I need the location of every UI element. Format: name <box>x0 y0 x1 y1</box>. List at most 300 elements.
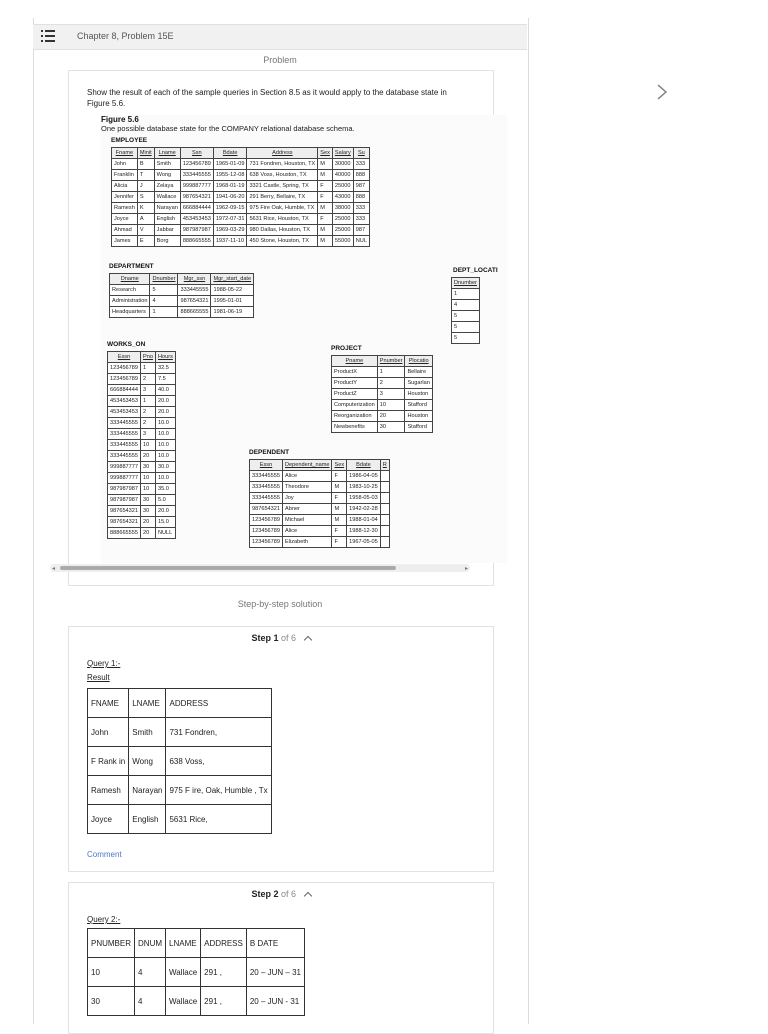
table-cell: 2 <box>377 378 405 389</box>
problem-section-label: Problem <box>263 55 297 65</box>
table-cell: E <box>137 236 154 247</box>
step-label: Step <box>251 633 271 643</box>
table-cell: 123456789 <box>250 526 283 537</box>
table-row <box>108 418 176 429</box>
table-cell: 333445555 <box>250 471 283 482</box>
table-row <box>88 776 272 805</box>
table-cell: 975 Fire Oak, Humble, TX <box>247 203 318 214</box>
table-cell: Houston <box>405 389 432 400</box>
table-cell: 1958-05-03 <box>347 493 381 504</box>
column-header: Pname <box>332 356 378 367</box>
table-cell: 1 <box>452 289 480 300</box>
table-row <box>108 363 176 374</box>
table-cell: 30 <box>141 506 156 517</box>
table-cell: Zelaya <box>154 181 180 192</box>
table-cell: A <box>137 214 154 225</box>
table-cell: 7.5 <box>155 374 175 385</box>
table-row <box>112 159 370 170</box>
table-cell: 20 <box>377 411 405 422</box>
table-cell: 888665555 <box>108 528 141 539</box>
table-row <box>112 192 370 203</box>
table-cell: Wallace <box>154 192 180 203</box>
column-header: Hours <box>155 352 175 363</box>
table-cell: 1 <box>141 363 156 374</box>
table-cell: 1955-12-08 <box>213 170 247 181</box>
table-row <box>112 170 370 181</box>
table-row <box>108 440 176 451</box>
table-cell: M <box>318 203 333 214</box>
table-cell: 333445555 <box>108 451 141 462</box>
table-cell: 123456789 <box>250 515 283 526</box>
column-header: ADDRESS <box>166 689 271 718</box>
column-header: Bdate <box>213 148 247 159</box>
table-cell <box>380 515 389 526</box>
table-cell: 20 <box>141 451 156 462</box>
table-cell: M <box>318 170 333 181</box>
table-cell: 1995-01-01 <box>211 296 254 307</box>
dependent-table <box>249 459 390 548</box>
table-cell: K <box>137 203 154 214</box>
table-cell: 10.0 <box>155 429 175 440</box>
column-header: ADDRESS <box>201 929 247 958</box>
step-number: 2 <box>273 889 279 899</box>
table-cell: Administration <box>110 296 150 307</box>
table-cell: 123456789 <box>108 374 141 385</box>
table-cell: Theodore <box>283 482 332 493</box>
table-cell: 987654321 <box>180 192 213 203</box>
table-cell: 333 <box>353 159 369 170</box>
table-cell: 32.5 <box>155 363 175 374</box>
table-row <box>452 289 480 300</box>
solution-section-label: Step-by-step solution <box>237 599 323 609</box>
table-cell: 987987987 <box>180 225 213 236</box>
table-row <box>88 805 272 834</box>
step-label: Step <box>251 889 271 899</box>
table-cell: Bellaire <box>405 367 432 378</box>
column-header: Dnumber <box>150 274 178 285</box>
table-cell: T <box>137 170 154 181</box>
table-cell: M <box>332 515 347 526</box>
table-cell: 25000 <box>332 181 353 192</box>
column-header: R <box>380 460 389 471</box>
dependent-table-name: DEPENDENT <box>249 449 290 456</box>
table-cell: 1969-03-29 <box>213 225 247 236</box>
works-on-table <box>107 351 176 539</box>
table-cell: 333445555 <box>250 493 283 504</box>
column-header: Bdate <box>347 460 381 471</box>
column-header: Salary <box>332 148 353 159</box>
table-cell: English <box>129 805 166 834</box>
table-row <box>110 296 254 307</box>
table-cell: M <box>318 236 333 247</box>
table-cell <box>380 482 389 493</box>
table-cell: 40000 <box>332 170 353 181</box>
table-cell: 4 <box>135 987 166 1016</box>
table-row <box>108 396 176 407</box>
table-cell: NUL <box>353 236 369 247</box>
column-header: B DATE <box>246 929 304 958</box>
table-cell: 5 <box>452 322 480 333</box>
table-row <box>250 504 390 515</box>
table-cell: 987 <box>353 181 369 192</box>
table-cell: 30 <box>141 462 156 473</box>
table-cell: F <box>318 214 333 225</box>
table-cell: Wong <box>129 747 166 776</box>
table-cell: 43000 <box>332 192 353 203</box>
step-1-card <box>68 626 494 872</box>
table-cell: 30000 <box>332 159 353 170</box>
table-cell: F <box>318 181 333 192</box>
table-cell: 333445555 <box>108 418 141 429</box>
table-cell: 1968-01-19 <box>213 181 247 192</box>
table-cell: Alice <box>283 471 332 482</box>
table-cell: 5631 Rice, <box>166 805 271 834</box>
table-cell: F <box>332 526 347 537</box>
table-cell: NULL <box>155 528 175 539</box>
table-cell: F <box>318 192 333 203</box>
column-header: Address <box>247 148 318 159</box>
table-cell: 291 Berry, Bellaire, TX <box>247 192 318 203</box>
table-cell: M <box>332 482 347 493</box>
table-row <box>108 517 176 528</box>
table-cell: 333445555 <box>108 440 141 451</box>
table-cell: Abner <box>283 504 332 515</box>
table-row <box>88 718 272 747</box>
table-cell: 1986-04-05 <box>347 471 381 482</box>
column-header: Minit <box>137 148 154 159</box>
table-cell: 25000 <box>332 214 353 225</box>
table-cell: 4 <box>135 958 166 987</box>
table-cell: 20 <box>141 517 156 528</box>
problem-statement: Show the result of each of the sample queries in Section 8.5 as it would apply to the database state in Figure 5.6. <box>87 88 447 108</box>
table-row <box>108 484 176 495</box>
table-cell: ProductZ <box>332 389 378 400</box>
table-cell: 10.0 <box>155 473 175 484</box>
table-cell: M <box>332 504 347 515</box>
table-cell: S <box>137 192 154 203</box>
table-cell: 10 <box>141 440 156 451</box>
table-cell: Stafford <box>405 422 432 433</box>
table-cell: Headquarters <box>110 307 150 318</box>
column-header: Fname <box>112 148 138 159</box>
table-cell: M <box>318 159 333 170</box>
table-cell: B <box>137 159 154 170</box>
table-cell: Smith <box>129 718 166 747</box>
table-cell <box>380 493 389 504</box>
table-row <box>110 307 254 318</box>
chevron-up-icon[interactable] <box>303 892 311 900</box>
table-cell: 987 <box>353 225 369 236</box>
query-1-label: Query 1:- <box>87 659 121 668</box>
table-cell: 20.0 <box>155 396 175 407</box>
table-row <box>332 389 433 400</box>
table-header-row <box>88 689 272 718</box>
table-row <box>332 422 433 433</box>
table-row <box>250 482 390 493</box>
table-row <box>250 537 390 548</box>
table-cell: Alice <box>283 526 332 537</box>
column-header: Essn <box>250 460 283 471</box>
table-cell: Sugarlan <box>405 378 432 389</box>
table-cell: Ramesh <box>88 776 129 805</box>
column-header: FNAME <box>88 689 129 718</box>
table-cell: 888665555 <box>178 307 211 318</box>
table-cell: 1972-07-31 <box>213 214 247 225</box>
works-on-table-name: WORKS_ON <box>107 341 146 348</box>
column-header: Dname <box>110 274 150 285</box>
table-cell: 980 Dallas, Houston, TX <box>247 225 318 236</box>
table-cell <box>380 526 389 537</box>
chapter-header-bar <box>33 24 527 50</box>
table-cell: Joyce <box>88 805 129 834</box>
table-cell: 1942-02-28 <box>347 504 381 515</box>
table-row <box>112 214 370 225</box>
table-cell: 1967-05-05 <box>347 537 381 548</box>
table-cell: 888665555 <box>180 236 213 247</box>
dept-locations-table-name: DEPT_LOCATI <box>453 267 498 274</box>
figure-title: Figure 5.6 <box>101 115 139 124</box>
column-header: Plocatio <box>405 356 432 367</box>
table-cell: 20 – JUN - 31 <box>246 987 304 1016</box>
table-cell: 5.0 <box>155 495 175 506</box>
chevron-right-icon[interactable] <box>652 82 672 102</box>
table-cell: 291 , <box>201 958 247 987</box>
table-cell: 38000 <box>332 203 353 214</box>
table-row <box>108 462 176 473</box>
table-cell: 666884444 <box>108 385 141 396</box>
table-cell: F <box>332 471 347 482</box>
query-2-label: Query 2:- <box>87 915 121 924</box>
column-header: Dependent_name <box>283 460 332 471</box>
table-cell: 20.0 <box>155 506 175 517</box>
table-row <box>250 526 390 537</box>
table-cell: 987987987 <box>108 484 141 495</box>
table-header-row <box>108 352 176 363</box>
table-cell: 1983-10-25 <box>347 482 381 493</box>
table-cell: Ramesh <box>112 203 138 214</box>
chapter-title: Chapter 8, Problem 15E <box>77 31 174 41</box>
employee-table-name: EMPLOYEE <box>111 137 148 144</box>
table-cell: 4 <box>452 300 480 311</box>
table-cell: 123456789 <box>108 363 141 374</box>
table-cell: Franklin <box>112 170 138 181</box>
table-row <box>108 451 176 462</box>
table-cell: 666884444 <box>180 203 213 214</box>
table-cell: 5631 Rice, Houston, TX <box>247 214 318 225</box>
table-cell: 20.0 <box>155 407 175 418</box>
table-cell: 1941-06-20 <box>213 192 247 203</box>
table-cell: F Rank in <box>88 747 129 776</box>
table-row <box>332 367 433 378</box>
step-2-header[interactable] <box>69 889 493 899</box>
column-header: LNAME <box>166 929 201 958</box>
table-row <box>250 471 390 482</box>
table-cell: Smith <box>154 159 180 170</box>
figure-scan <box>101 115 507 563</box>
figure-caption: One possible database state for the COMPANY relational database schema. <box>101 124 355 133</box>
table-cell: F <box>332 493 347 504</box>
table-cell <box>380 504 389 515</box>
horizontal-scrollbar[interactable] <box>50 564 470 572</box>
table-row <box>108 528 176 539</box>
table-cell: Joy <box>283 493 332 504</box>
table-cell: 15.0 <box>155 517 175 528</box>
column-header: Pnumber <box>377 356 405 367</box>
table-cell: 333 <box>353 203 369 214</box>
column-header: DNUM <box>135 929 166 958</box>
table-cell: 30 <box>141 495 156 506</box>
table-cell: Wallace <box>166 958 201 987</box>
table-cell: Narayan <box>154 203 180 214</box>
table-cell: Research <box>110 285 150 296</box>
project-table-name: PROJECT <box>331 345 362 352</box>
table-row <box>332 378 433 389</box>
table-cell: Newbenefits <box>332 422 378 433</box>
table-row <box>108 429 176 440</box>
table-row <box>108 473 176 484</box>
table-cell: 987654321 <box>178 296 211 307</box>
table-cell: 2 <box>141 407 156 418</box>
table-cell: 999887777 <box>180 181 213 192</box>
table-cell: 453453453 <box>108 407 141 418</box>
table-cell: J <box>137 181 154 192</box>
step-count: of 6 <box>281 633 297 643</box>
table-cell: 2 <box>141 418 156 429</box>
table-cell: M <box>318 225 333 236</box>
table-cell: 1965-01-09 <box>213 159 247 170</box>
table-cell: 10 <box>88 958 135 987</box>
table-row <box>452 300 480 311</box>
table-cell: 1937-11-10 <box>213 236 247 247</box>
table-row <box>88 747 272 776</box>
table-cell: 20 <box>141 528 156 539</box>
step-2-card <box>68 882 494 1034</box>
table-cell: Stafford <box>405 400 432 411</box>
table-row <box>108 506 176 517</box>
step-number: 1 <box>273 633 279 643</box>
table-cell: Wong <box>154 170 180 181</box>
table-row <box>452 322 480 333</box>
column-header: Dnumber <box>452 278 480 289</box>
query-2-result-table <box>87 928 305 1016</box>
table-header-row <box>88 929 305 958</box>
table-cell: 1988-12-30 <box>347 526 381 537</box>
step-1-header[interactable] <box>69 633 493 643</box>
table-cell: 3 <box>141 429 156 440</box>
table-cell: 20 – JUN – 31 <box>246 958 304 987</box>
table-cell: 453453453 <box>108 396 141 407</box>
table-row <box>332 400 433 411</box>
table-row <box>108 385 176 396</box>
comment-link[interactable]: Comment <box>87 850 122 859</box>
project-table <box>331 355 433 433</box>
table-cell: Michael <box>283 515 332 526</box>
column-header: Sex <box>332 460 347 471</box>
table-cell: 3 <box>377 389 405 400</box>
table-cell: 1 <box>150 307 178 318</box>
table-cell: 1 <box>141 396 156 407</box>
table-cell: Wallace <box>166 987 201 1016</box>
table-row <box>108 495 176 506</box>
column-header: LNAME <box>129 689 166 718</box>
table-cell: 987987987 <box>108 495 141 506</box>
table-cell: 987654321 <box>250 504 283 515</box>
table-row <box>110 285 254 296</box>
table-header-row <box>250 460 390 471</box>
column-header: PNUMBER <box>88 929 135 958</box>
table-cell: 4 <box>150 296 178 307</box>
table-cell: V <box>137 225 154 236</box>
table-cell: Reorganization <box>332 411 378 422</box>
column-header: Mgr_ssn <box>178 274 211 285</box>
table-cell: 1962-09-15 <box>213 203 247 214</box>
table-header-row <box>452 278 480 289</box>
column-header: Ssn <box>180 148 213 159</box>
table-cell: ProductX <box>332 367 378 378</box>
scroll-left-icon[interactable]: ◂ <box>52 566 56 572</box>
table-cell: 10 <box>377 400 405 411</box>
column-header: Pno <box>141 352 156 363</box>
table-cell: Joyce <box>112 214 138 225</box>
table-cell: 10 <box>141 484 156 495</box>
table-cell: 333 <box>353 214 369 225</box>
result-label: Result <box>87 673 110 682</box>
table-cell: Houston <box>405 411 432 422</box>
chevron-up-icon[interactable] <box>303 636 311 644</box>
table-row <box>112 203 370 214</box>
table-row <box>112 236 370 247</box>
table-cell: 10.0 <box>155 418 175 429</box>
table-cell: 975 F ire, Oak, Humble , Tx <box>166 776 271 805</box>
table-cell: 1981-06-19 <box>211 307 254 318</box>
table-cell: John <box>88 718 129 747</box>
table-row <box>112 181 370 192</box>
table-cell: 888 <box>353 170 369 181</box>
table-cell: 450 Stone, Houston, TX <box>247 236 318 247</box>
table-cell: 5 <box>452 333 480 344</box>
table-header-row <box>112 148 370 159</box>
table-cell: 453453453 <box>180 214 213 225</box>
scrollbar-thumb[interactable] <box>60 566 396 570</box>
table-header-row <box>332 356 433 367</box>
table-cell: Elizabeth <box>283 537 332 548</box>
table-cell: 3321 Castle, Spring, TX <box>247 181 318 192</box>
table-row <box>452 333 480 344</box>
column-header: Mgr_start_date <box>211 274 254 285</box>
table-cell: 30 <box>377 422 405 433</box>
table-cell: 5 <box>452 311 480 322</box>
scroll-right-icon[interactable]: ▸ <box>464 566 468 572</box>
table-row <box>112 225 370 236</box>
dept-locations-table <box>451 277 480 344</box>
table-cell <box>380 537 389 548</box>
problem-card <box>68 70 498 586</box>
list-menu-icon[interactable] <box>41 30 55 43</box>
table-cell: ProductY <box>332 378 378 389</box>
table-cell: 1988-01-04 <box>347 515 381 526</box>
table-cell: 30 <box>88 987 135 1016</box>
table-cell: 888 <box>353 192 369 203</box>
table-cell: 333445555 <box>180 170 213 181</box>
table-cell: English <box>154 214 180 225</box>
table-header-row <box>110 274 254 285</box>
table-cell: 987654321 <box>108 506 141 517</box>
table-cell: Ahmad <box>112 225 138 236</box>
table-cell: 10.0 <box>155 451 175 462</box>
table-cell: James <box>112 236 138 247</box>
table-cell: 333445555 <box>108 429 141 440</box>
table-cell: Alicia <box>112 181 138 192</box>
